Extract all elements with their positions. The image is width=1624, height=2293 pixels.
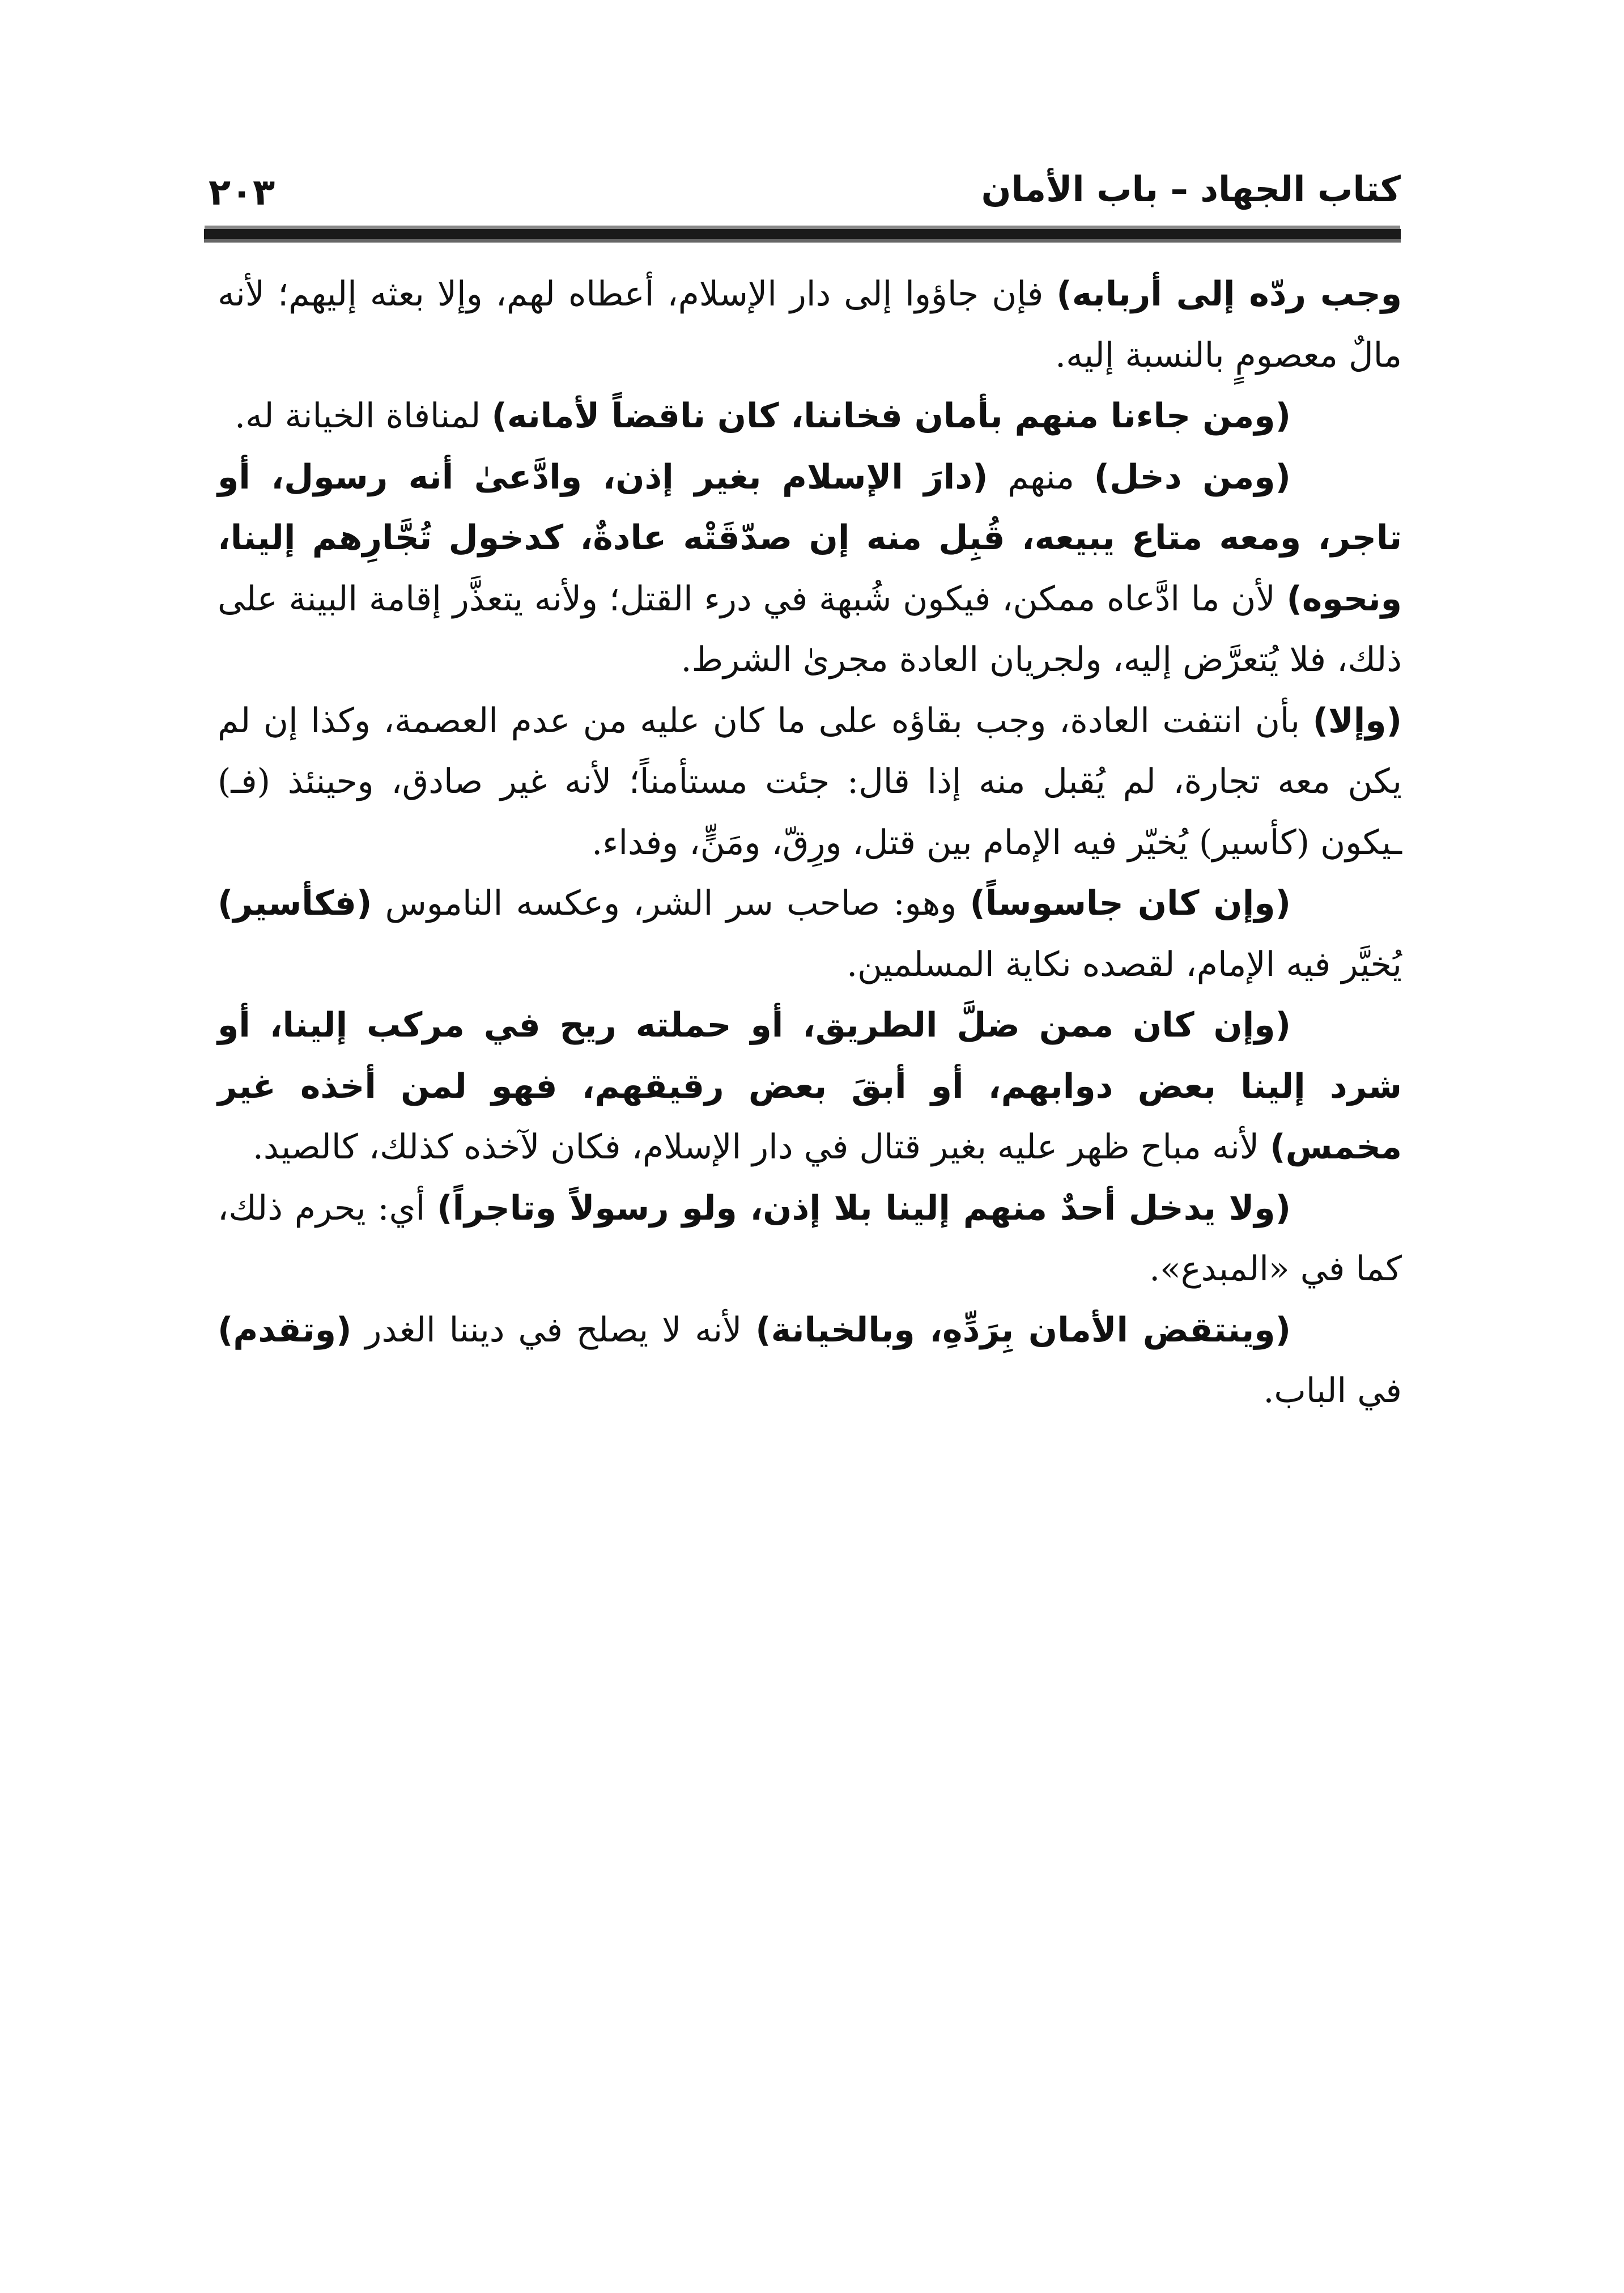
sharh-text: في الباب.	[1263, 1371, 1402, 1411]
sharh-text: لأنه لا يصلح في ديننا الغدر	[351, 1310, 756, 1350]
sharh-text: بأن انتفت العادة، وجب بقاؤه على ما كان عليه من عدم العصمة، وكذا إن لم يكن معه تجارة، لم يُقبل منه إذا قال: جئت مستأمناً؛ لأنه غير صادق، وحينئذ (فـ) ـيكون (كأسير) يُخيّر فيه الإمام بين قتل، ورِقّ، ومَنٍّ، وفداء.	[218, 700, 1402, 863]
sharh-text: لأن ما ادَّعاه ممكن، فيكون شُبهة في درء القتل؛ ولأنه يتعذَّر إقامة البينة على ذلك، فلا يُتعرَّض إليه، ولجريان العادة مجرىٰ الشرط.	[218, 579, 1402, 680]
matn-text: (ومن دخل)	[1094, 457, 1291, 497]
paragraph	[218, 873, 1402, 995]
paragraph	[218, 386, 1402, 447]
sharh-text: يُخيَّر فيه الإمام، لقصده نكاية المسلمين.	[847, 944, 1402, 984]
page-header	[204, 162, 1401, 218]
matn-text: (ومن جاءنا منهم بأمان فخاننا، كان ناقضاً لأمانه)	[491, 396, 1291, 436]
running-title: كتاب الجهاد – باب الأمان	[981, 168, 1401, 210]
matn-text: (وينتقض الأمان بِرَدِّهِ، وبالخيانة)	[755, 1310, 1291, 1350]
paragraph	[218, 264, 1402, 386]
sharh-text: لأنه مباح ظهر عليه بغير قتال في دار الإسلام، فكان لآخذه كذلك، كالصيد.	[252, 1127, 1270, 1167]
matn-text: وجب ردّه إلى أربابه)	[1056, 274, 1402, 314]
sharh-text: منهم	[988, 457, 1094, 497]
matn-text: (فكأسير)	[218, 884, 372, 923]
sharh-text: وهو: صاحب سر الشر، وعكسه الناموس	[372, 884, 970, 923]
sharh-text: فإن جاؤوا إلى دار الإسلام، أعطاه لهم، وإلا بعثه إليهم؛ لأنه مالٌ معصومٍ بالنسبة إليه.	[218, 274, 1402, 375]
paragraph	[218, 691, 1402, 874]
matn-text: (وإلا)	[1312, 700, 1402, 741]
matn-text: (دارَ الإسلام بغير إذن، وادَّعىٰ أنه رسول، أو تاجر، ومعه متاع يبيعه، قُبِل منه إن صدّقَتْه عادةٌ، كدخول تُجَّارِهم إلينا، ونحوه)	[218, 457, 1402, 619]
matn-text: (وإن كان جاسوساً)	[970, 884, 1291, 923]
body-text	[218, 264, 1402, 2202]
matn-text: (وتقدم)	[218, 1310, 352, 1350]
paragraph	[218, 1300, 1402, 1422]
sharh-text: أي: يحرم ذلك، كما في «المبدع».	[218, 1188, 1402, 1289]
matn-text: (ولا يدخل أحدٌ منهم إلينا بلا إذن، ولو رسولاً وتاجراً)	[437, 1188, 1291, 1228]
sharh-text: لمنافاة الخيانة له.	[235, 396, 492, 436]
page-number: ٢٠٣	[209, 172, 275, 214]
matn-text: (وإن كان ممن ضلَّ الطريق، أو حملته ريح في مركب إلينا، أو شرد إلينا بعض دوابهم، أو أبقَ بعض رقيقهم، فهو لمن أخذه غير مخمس)	[218, 1005, 1402, 1167]
paragraph	[218, 447, 1402, 691]
paragraph	[218, 1178, 1402, 1300]
header-divider	[204, 229, 1401, 243]
paragraph	[218, 995, 1402, 1178]
